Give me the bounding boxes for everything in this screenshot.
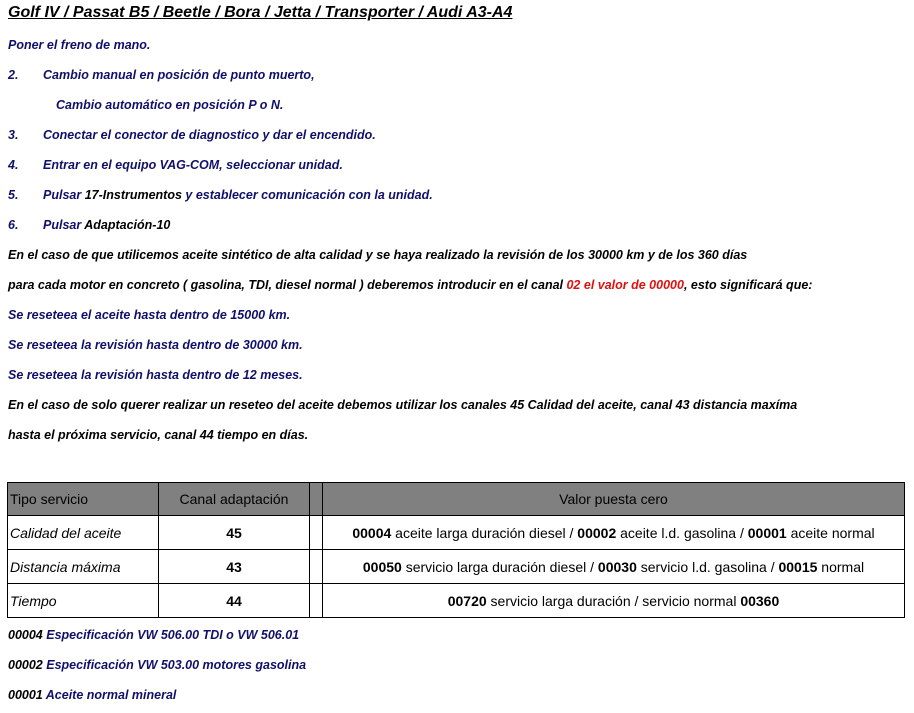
- table-row: [8, 584, 905, 618]
- cell-valor: 00004 aceite larga duración diesel / 00002 aceite l.d. gasolina / 00001 aceite normal: [323, 516, 905, 550]
- result-line-1: Se reseteea el aceite hasta dentro de 15000 km.: [8, 308, 291, 322]
- document-title: Golf IV / Passat B5 / Beetle / Bora / Jetta / Transporter / Audi A3-A4: [8, 4, 513, 21]
- step-text: Pulsar: [43, 188, 85, 202]
- note-code: 00004: [8, 628, 43, 642]
- paragraph-line-4: hasta el próxima servicio, canal 44 tiempo en días.: [8, 428, 309, 442]
- paragraph-text: para cada motor en concreto ( gasolina, TDI, diesel normal ) deberemos introducir en el canal: [8, 278, 567, 292]
- header-valor-puesta-cero: Valor puesta cero: [323, 483, 905, 516]
- step-number: 2.: [8, 68, 19, 82]
- cell-tipo: Calidad del aceite: [8, 516, 159, 550]
- cell-tipo: Tiempo: [8, 584, 159, 618]
- step-text: Cambio manual en posición de punto muerto,: [43, 68, 315, 82]
- menu-name-adaptacion: Adaptación-10: [84, 218, 171, 232]
- step-5: [8, 188, 433, 202]
- table-row: [8, 516, 905, 550]
- step-number: 5.: [8, 188, 19, 202]
- step-text-rest: y establecer comunicación con la unidad.: [181, 188, 433, 202]
- header-tipo-servicio: Tipo servicio: [8, 483, 159, 516]
- cell-valor: 00720 servicio larga duración / servicio normal 00360: [323, 584, 905, 618]
- note-00004: [8, 628, 299, 642]
- paragraph-line-3: En el caso de solo querer realizar un reseteo del aceite debemos utilizar los canales 45 Calidad del aceite, canal 43 distancia maxíma: [8, 398, 798, 412]
- header-spacer: [310, 483, 323, 516]
- highlight-value: 02 el valor de 00000: [566, 278, 684, 292]
- cell-canal: 45: [159, 516, 310, 550]
- step-1: Poner el freno de mano.: [8, 38, 151, 52]
- paragraph-text-rest: , esto significará que:: [683, 278, 813, 292]
- step-6: [8, 218, 170, 232]
- note-code: 00001: [8, 688, 43, 702]
- table-row: [8, 550, 905, 584]
- step-text: Conectar el conector de diagnostico y dar el encendido.: [43, 128, 376, 142]
- step-2: [8, 68, 315, 82]
- result-line-3: Se reseteea la revisión hasta dentro de 12 meses.: [8, 368, 303, 382]
- note-code: 00002: [8, 658, 43, 672]
- table-header-row: [8, 483, 905, 516]
- step-text: Pulsar: [43, 218, 85, 232]
- note-text: Especificación VW 506.00 TDI o VW 506.01: [42, 628, 300, 642]
- cell-valor: 00050 servicio larga duración diesel / 00030 servicio l.d. gasolina / 00015 normal: [323, 550, 905, 584]
- menu-name-instrumentos: 17-Instrumentos: [84, 188, 182, 202]
- step-text: Entrar en el equipo VAG-COM, seleccionar unidad.: [43, 158, 343, 172]
- step-3: [8, 128, 376, 142]
- paragraph-line-1: En el caso de que utilicemos aceite sintético de alta calidad y se haya realizado la revisión de los 30000 km y de los 360 días: [8, 248, 748, 262]
- step-number: 6.: [8, 218, 19, 232]
- note-00002: [8, 658, 306, 672]
- header-canal-adaptacion: Canal adaptación: [159, 483, 310, 516]
- step-2-continued: Cambio automático en posición P o N.: [56, 98, 284, 112]
- service-table: [7, 482, 905, 618]
- note-00001: [8, 688, 176, 702]
- cell-spacer: [310, 550, 323, 584]
- cell-spacer: [310, 516, 323, 550]
- cell-spacer: [310, 584, 323, 618]
- cell-canal: 43: [159, 550, 310, 584]
- step-number: 4.: [8, 158, 19, 172]
- step-4: [8, 158, 343, 172]
- result-line-2: Se reseteea la revisión hasta dentro de 30000 km.: [8, 338, 303, 352]
- note-text: Aceite normal mineral: [42, 688, 177, 702]
- note-text: Especificación VW 503.00 motores gasolina: [42, 658, 307, 672]
- paragraph-line-2: [8, 278, 812, 292]
- cell-canal: 44: [159, 584, 310, 618]
- cell-tipo: Distancia máxima: [8, 550, 159, 584]
- step-number: 3.: [8, 128, 19, 142]
